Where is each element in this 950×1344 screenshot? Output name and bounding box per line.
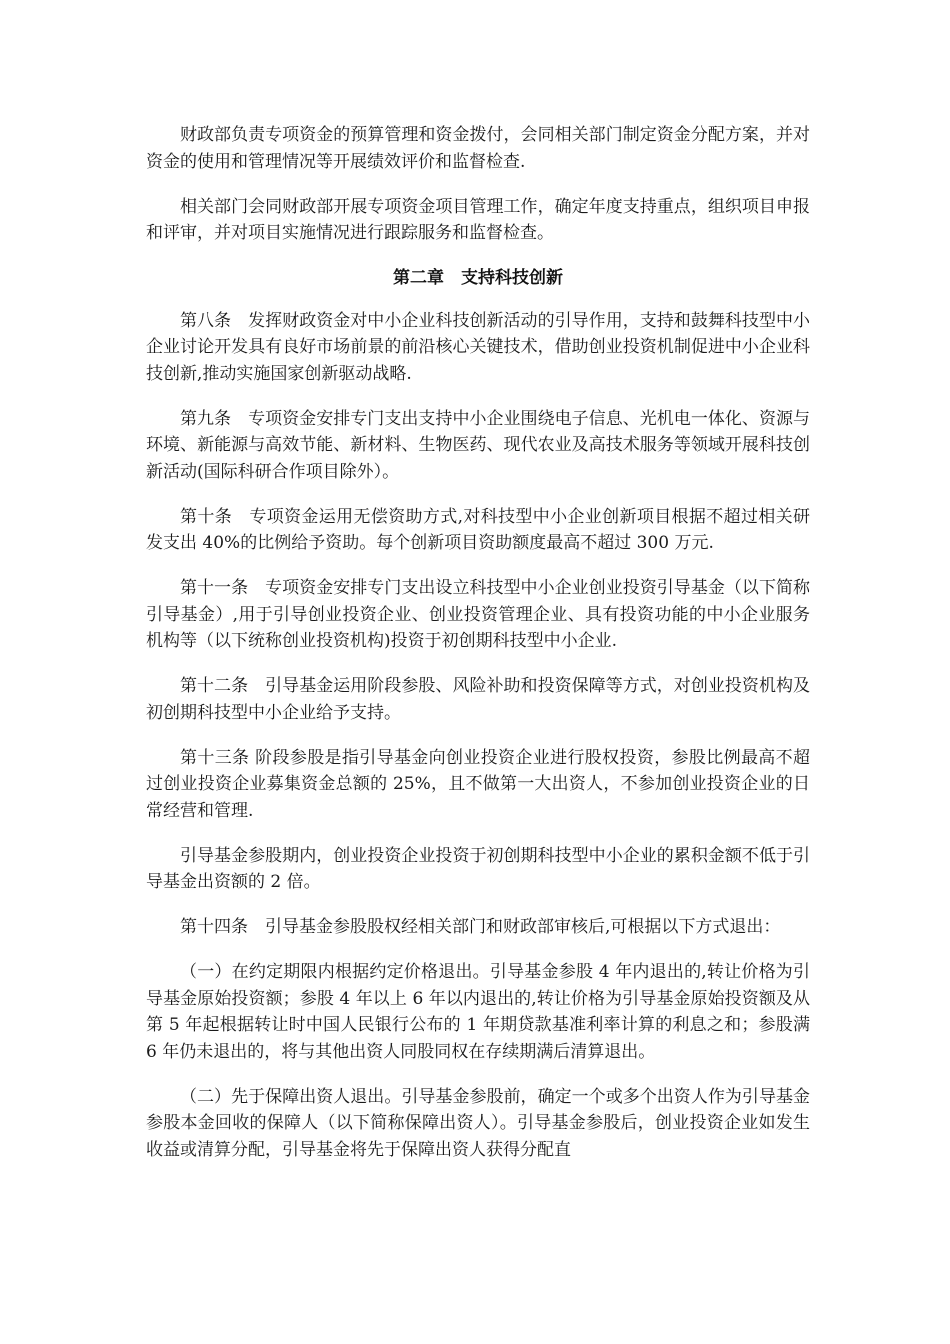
article-14-item-2: （二）先于保障出资人退出。引导基金参股前，确定一个或多个出资人作为引导基金参股本金回收的保障人（以下简称保障出资人）。引导基金参股后，创业投资企业如发生收益或清算分配，引导基金将先于保障出资人获得分配直 bbox=[146, 1086, 810, 1160]
document-body bbox=[146, 122, 810, 1182]
article-9: 第九条 专项资金安排专门支出支持中小企业围绕电子信息、光机电一体化、资源与环境、新能源与高效节能、新材料、生物医药、现代农业及高技术服务等领域开展科技创新活动(国际科研合作项目除外）。 bbox=[146, 408, 810, 482]
article-14-item-1: （一）在约定期限内根据约定价格退出。引导基金参股 4 年内退出的,转让价格为引导基金原始投资额；参股 4 年以上 6 年以内退出的,转让价格为引导基金原始投资额及从第 5 年起根据转让时中国人民银行公布的 1 年期贷款基准利率计算的利息之和；参股满 6 年仍未退出的，将与其他出资人同股同权在存续期满后清算退出。 bbox=[146, 962, 810, 1062]
article-12: 第十二条 引导基金运用阶段参股、风险补助和投资保障等方式，对创业投资机构及初创期科技型中小企业给予支持。 bbox=[146, 676, 810, 723]
article-14: 第十四条 引导基金参股股权经相关部门和财政部审核后,可根据以下方式退出： bbox=[180, 917, 781, 937]
article-8: 第八条 发挥财政资金对中小企业科技创新活动的引导作用，支持和鼓舞科技型中小企业讨论开发具有良好市场前景的前沿核心关键技术，借助创业投资机制促进中小企业科技创新,推动实施国家创新驱动战略. bbox=[146, 310, 810, 384]
paragraph-finance-ministry-duties: 财政部负责专项资金的预算管理和资金拨付，会同相关部门制定资金分配方案，并对资金的使用和管理情况等开展绩效评价和监督检查. bbox=[146, 125, 810, 172]
article-11: 第十一条 专项资金安排专门支出设立科技型中小企业创业投资引导基金（以下简称引导基金）,用于引导创业投资企业、创业投资管理企业、具有投资功能的中小企业服务机构等（以下统称创业投资机构)投资于初创期科技型中小企业. bbox=[146, 578, 810, 651]
paragraph-departments-duties: 相关部门会同财政部开展专项资金项目管理工作，确定年度支持重点，组织项目申报和评审，并对项目实施情况进行跟踪服务和监督检查。 bbox=[146, 196, 810, 243]
article-13-paragraph-2: 引导基金参股期内，创业投资企业投资于初创期科技型中小企业的累积金额不低于引导基金出资额的 2 倍。 bbox=[146, 845, 810, 892]
chapter-heading: 第二章 支持科技创新 bbox=[393, 268, 563, 288]
article-13: 第十三条 阶段参股是指引导基金向创业投资企业进行股权投资，参股比例最高不超过创业投资企业募集资金总额的 25%，且不做第一大出资人，不参加创业投资企业的日常经营和管理. bbox=[146, 747, 810, 821]
article-10: 第十条 专项资金运用无偿资助方式,对科技型中小企业创新项目根据不超过相关研发支出 40%的比例给予资助。每个创新项目资助额度最高不超过 300 万元. bbox=[146, 506, 810, 553]
